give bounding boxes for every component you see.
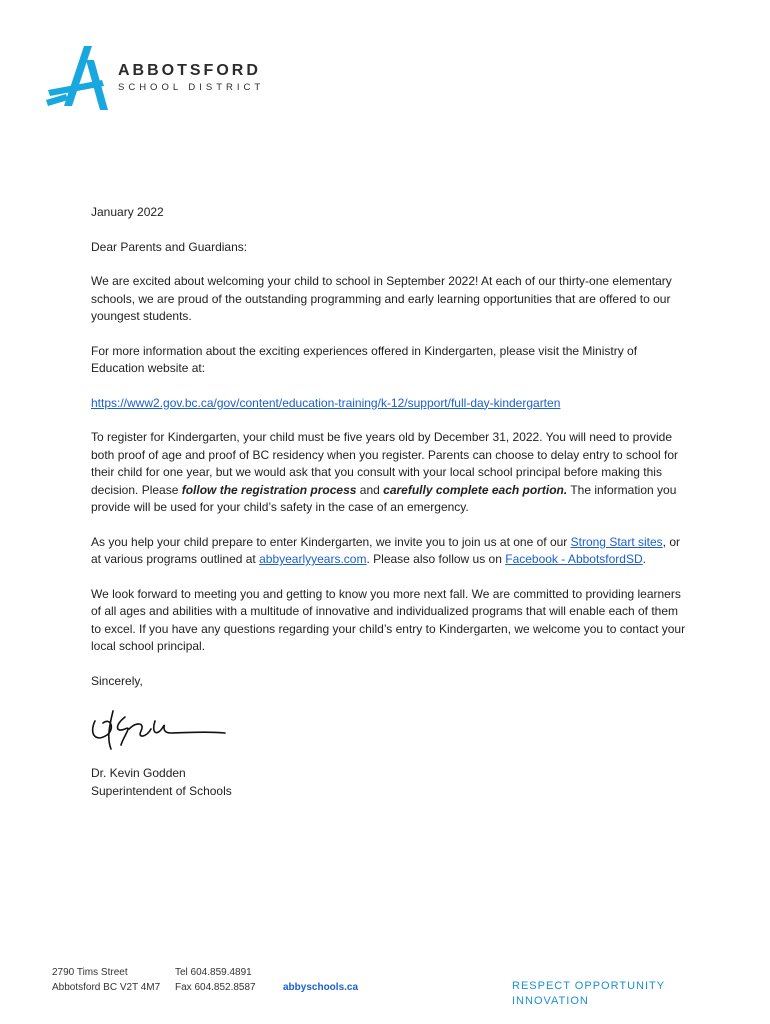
text-run: , or at various programs outlined at (91, 534, 681, 566)
telephone-number: Tel 604.859.4891 (175, 967, 252, 978)
letter-salutation: Dear Parents and Guardians: (91, 239, 248, 254)
district-logo (46, 44, 266, 116)
emphasis-complete-portion: carefully complete each portion. (383, 482, 568, 497)
paragraph-ministry-link (91, 395, 691, 413)
text-run: The information you provide will be used for your child’s safety in the case of an emergency. (91, 482, 677, 514)
signer-name: Dr. Kevin Godden (91, 766, 186, 780)
paragraph-registration (91, 429, 691, 517)
fax-number: Fax 604.852.8587 (175, 982, 256, 993)
letter-body (91, 204, 691, 800)
address-line: 2790 Tims Street (52, 967, 128, 978)
footer-address (52, 965, 160, 995)
address-line: Abbotsford BC V2T 4M7 (52, 982, 161, 993)
text-run: . (642, 552, 646, 566)
letterhead-footer (52, 965, 722, 1005)
footer-phone (175, 965, 256, 995)
footer-motto: RESPECT OPPORTUNITY INNOVATION (512, 980, 665, 1007)
signer-block (91, 765, 691, 800)
district-subtitle: SCHOOL DISTRICT (118, 82, 265, 93)
text-run: and (356, 482, 384, 497)
paragraph-ministry-info: For more information about the exciting experiences offered in Kindergarten, please visit the Ministry of Education website at: (91, 343, 638, 375)
paragraph-closing-remarks: We look forward to meeting you and getting to know you more next fall. We are committed to providing learners of all ages and abilities with a multitude of innovative and individualized programs that will enable each of them to excel. If you have any questions regarding your child’s entry to Kindergarten, we welcome you to contact your local school principal. (91, 586, 686, 653)
signature-icon (85, 699, 235, 757)
district-name: ABBOTSFORD (118, 62, 261, 79)
text-run: To register for Kindergarten, your child must be five years old by December 31, 2022. You will need to provide both proof of age and proof of BC residency when you register. Parents can choose to delay entry to school for their child for one year, but we would ask that you consult with your local school principal before making this decision. Please (91, 430, 679, 497)
text-run: . Please also follow us on (366, 552, 506, 566)
abbotsford-a-logo-icon (46, 44, 112, 114)
paragraph-welcome: We are excited about welcoming your child to school in September 2022! At each of our thirty-one elementary schools, we are proud of the outstanding programming and early learning opportunities that are offered to our youngest students. (91, 274, 672, 323)
letter-closing: Sincerely, (91, 673, 143, 688)
facebook-link[interactable]: Facebook - AbbotsfordSD (505, 552, 643, 566)
strong-start-link[interactable]: Strong Start sites (570, 534, 663, 549)
ministry-link[interactable]: https://www2.gov.bc.ca/gov/content/education-training/k-12/support/full-day-kindergarten (91, 395, 561, 410)
letter-date: January 2022 (91, 205, 164, 219)
text-run: As you help your child prepare to enter Kindergarten, we invite you to join us at one of our (91, 534, 571, 549)
footer-website: abbyschools.ca (283, 982, 359, 993)
signer-title: Superintendent of Schools (91, 783, 232, 798)
abbyearlyyears-link[interactable]: abbyearlyyears.com (259, 552, 367, 566)
emphasis-follow-process: follow the registration process (181, 482, 357, 497)
paragraph-invite (91, 534, 691, 569)
